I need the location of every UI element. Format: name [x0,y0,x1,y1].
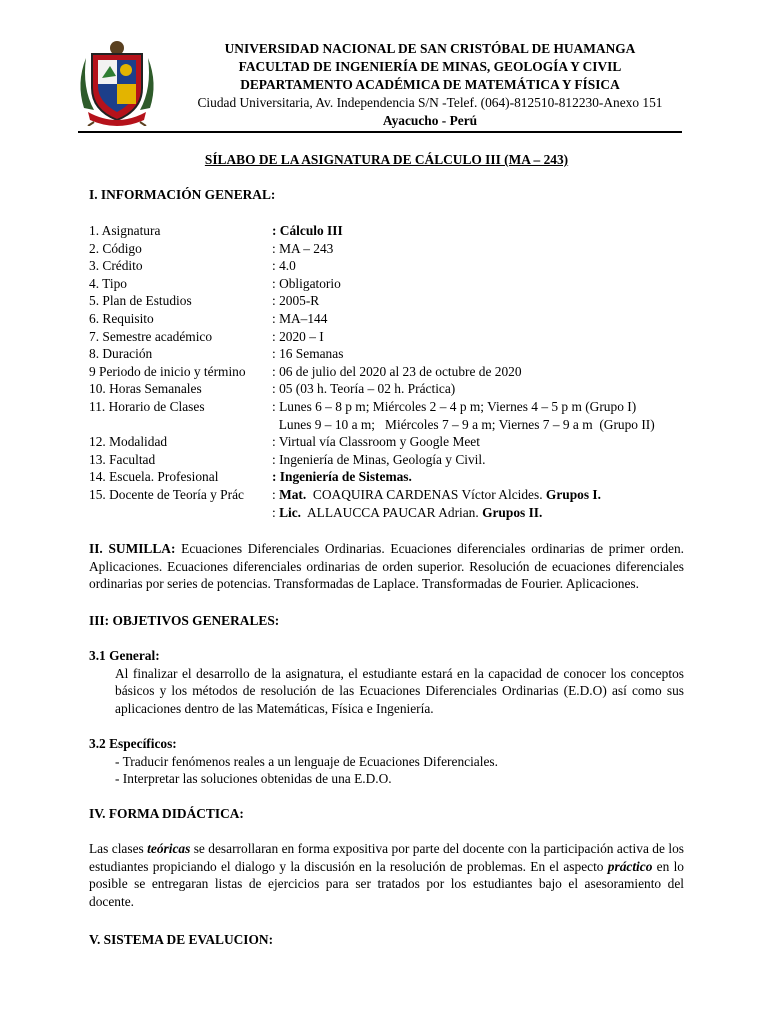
info-value: : Lunes 6 – 8 p m; Miércoles 2 – 4 p m; Viernes 4 – 5 p m (Grupo I) [272,399,637,414]
info-label: 3. Crédito [89,258,143,274]
info-value: : Lic. ALLAUCCA PAUCAR Adrian. Grupos II. [272,504,543,520]
info-value: : Ingeniería de Minas, Geología y Civil. [272,451,486,467]
info-value: : 06 de julio del 2020 al 23 de octubre de 2020 [272,363,522,379]
info-row [89,363,749,381]
info-label: 4. Tipo [89,275,127,291]
info-label: 12. Modalidad [89,434,168,450]
especificos-heading: 3.2 Específicos: [89,736,177,751]
docente2-title: Lic. [279,504,302,520]
info-value: : 2020 – I [272,328,324,344]
info-row [89,292,749,310]
sumilla-paragraph [89,540,684,593]
sumilla-text: Ecuaciones Diferenciales Ordinarias. Ecuaciones diferenciales ordinarias de primer orden. Aplicaciones. Ecuaciones diferenciales ordinarias de orden superior. Resolución de ecuaciones diferenciales ordinarias por series de potencias. Transformadas de Laplace. Transformadas de Fourier. Aplicaciones. [89,541,685,592]
forma-text-1: Las clases [89,841,148,856]
info-value: Lunes 9 – 10 a m; Miércoles 7 – 9 a m; Viernes 7 – 9 a m (Grupo II) [272,416,655,432]
info-label: 7. Semestre académico [89,328,213,344]
info-row [89,240,749,258]
info-value: : Obligatorio [272,275,341,291]
info-label: 8. Duración [89,346,153,362]
info-value: : Ingeniería de Sistemas. [272,469,412,485]
info-row [89,222,749,240]
info-colon: : [272,487,280,502]
general-heading: 3.1 General: [89,648,160,663]
especifico-item: - Traducir fenómenos reales a un lenguaje de Ecuaciones Diferenciales. [115,753,498,769]
university-crest-icon [74,38,160,126]
department-name: DEPARTAMENTO ACADÉMICA DE MATEMÁTICA Y FÍSICA [240,77,620,92]
info-value: : MA – 243 [272,240,334,256]
info-value: : Cálculo III [272,223,343,238]
info-label: 10. Horas Semanales [89,381,202,397]
info-label: 15. Docente de Teoría y Prác [89,487,244,502]
info-row [89,468,749,486]
general-text: Al finalizar el desarrollo de la asignatura, el estudiante estará en la capacidad de conocer los conceptos básicos y los métodos de resolución de las Ecuaciones Diferenciales Ordinarias (E.D.O) así como sus aplicaciones dentro de las Matemáticas, Física e Ingeniería. [115,665,684,716]
especifico-item: - Interpretar las soluciones obtenidas de una E.D.O. [115,771,392,787]
forma-paragraph [89,840,684,910]
section-forma-heading: IV. FORMA DIDÁCTICA: [89,806,244,821]
forma-practico: práctico [607,858,653,874]
info-value: : 4.0 [272,258,296,274]
info-label: 14. Escuela. Profesional [89,469,219,485]
info-label: 13. Facultad [89,451,156,467]
info-label: 11. Horario de Clases [89,399,205,414]
info-label: 1. Asignatura [89,223,161,238]
section-evaluacion-heading: V. SISTEMA DE EVALUCION: [89,932,274,947]
docente1-title: Mat. [279,487,307,502]
info-value: : MA–144 [272,311,328,326]
info-row [89,451,749,469]
header-divider [78,131,682,133]
info-row [89,275,749,293]
address-line: Ciudad Universitaria, Av. Independencia S/N -Telef. (064)-812510-812230-Anexo 151 [197,95,663,110]
info-value [272,486,601,504]
info-value: : 2005-R [272,293,320,309]
docente1-group: Grupos I. [545,487,601,502]
info-row [89,380,749,398]
docente2-group: Grupos II. [482,504,543,520]
info-row [89,328,749,346]
forma-text-3: en lo posible se entregaran listas de ejercicios para ser tratados por los estudiantes bajo el asesoramiento del docente. [89,858,684,909]
info-label: 6. Requisito [89,311,154,326]
info-row [89,486,749,504]
info-row [89,310,749,328]
docente1-name: COAQUIRA CARDENAS Víctor Alcides. [306,487,546,502]
document-title: SÍLABO DE LA ASIGNATURA DE CÁLCULO III (MA – 243) [204,152,569,167]
info-row [89,416,749,434]
university-name: UNIVERSIDAD NACIONAL DE SAN CRISTÓBAL DE HUAMANGA [224,41,636,56]
info-row [89,433,749,451]
forma-text-2: se desarrollaran en forma expositiva por parte del docente con la participación activa de los estudiantes propiciando el dialogo y la discusión en la resolución de problemas. En el aspecto [89,841,684,874]
sumilla-heading: II. SUMILLA: [89,541,176,556]
docente2-name: ALLAUCCA PAUCAR Adrian. [301,504,483,520]
section-info-heading: I. INFORMACIÓN GENERAL: [89,187,276,202]
info-label: 5. Plan de Estudios [89,293,192,309]
info-row [89,257,749,275]
section-objetivos-heading: III: OBJETIVOS GENERALES: [89,613,280,628]
info-value: : Virtual vía Classroom y Google Meet [272,434,480,450]
info-value: : 16 Semanas [272,346,344,362]
faculty-name: FACULTAD DE INGENIERÍA DE MINAS, GEOLOGÍA Y CIVIL [238,59,622,74]
info-row [89,345,749,363]
info-label: 9 Periodo de inicio y término [89,363,246,379]
forma-teoricas: teóricas [147,841,191,856]
info-label: 2. Código [89,240,142,256]
info-row [89,504,749,522]
info-value: : 05 (03 h. Teoría – 02 h. Práctica) [272,381,456,397]
info-row [89,398,749,416]
city-line: Ayacucho - Perú [382,113,478,128]
